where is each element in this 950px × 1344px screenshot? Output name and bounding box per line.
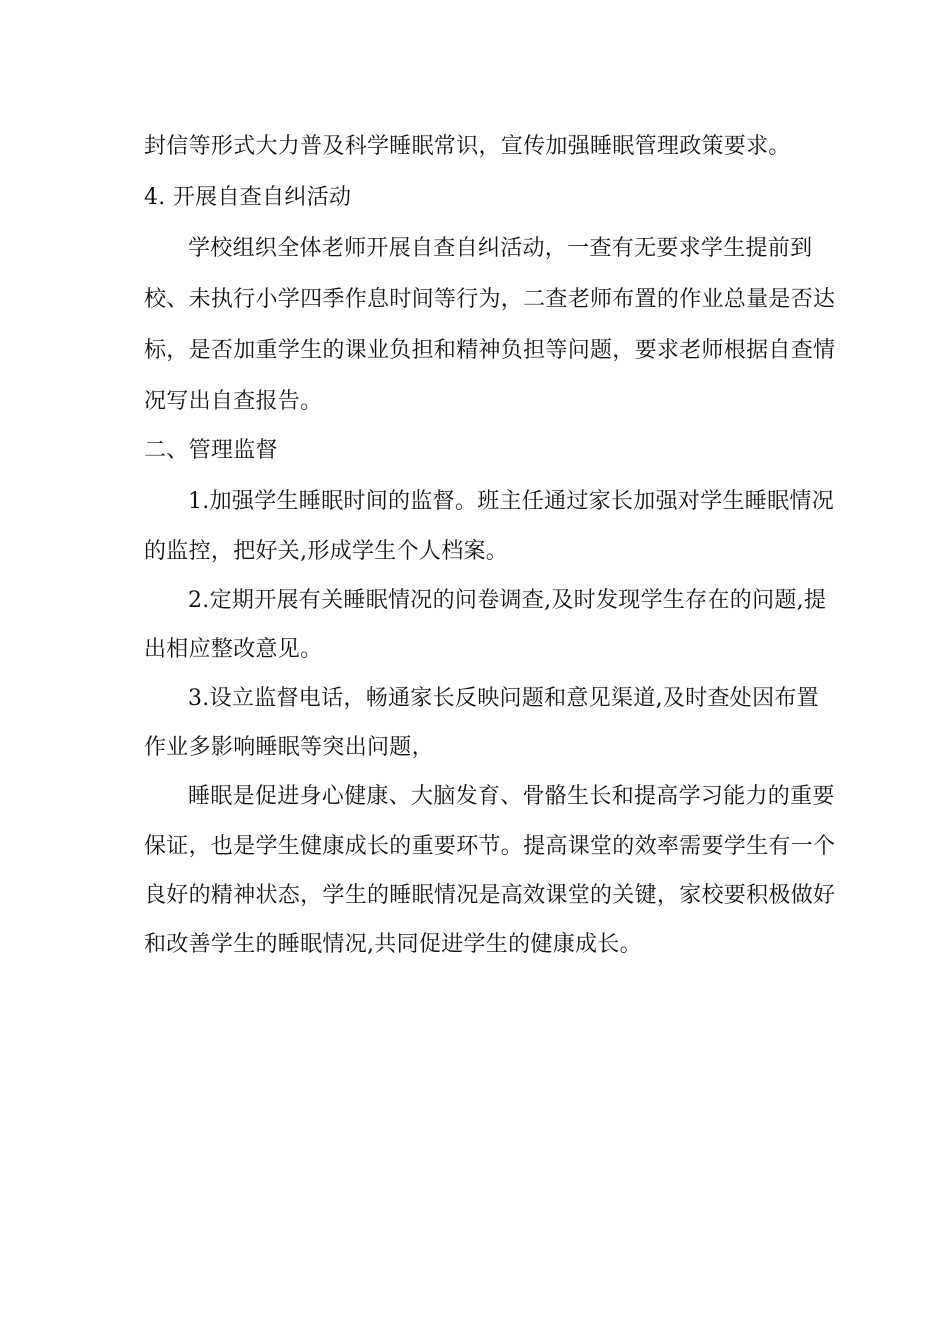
paragraph-line: 良好的精神状态，学生的睡眠情况是高效课堂的关键，家校要积极做好 xyxy=(144,883,836,908)
paragraph-line: 3.设立监督电话，畅通家长反映问题和意见渠道,及时查处因布置 xyxy=(188,686,819,711)
paragraph-line: 睡眠是促进身心健康、大脑发育、骨骼生长和提高学习能力的重要 xyxy=(188,784,835,809)
section-heading: 4. 开展自查自纠活动 xyxy=(144,185,352,210)
paragraph-line: 封信等形式大力普及科学睡眠常识，宣传加强睡眠管理政策要求。 xyxy=(144,134,791,159)
paragraph-line: 和改善学生的睡眠情况,共同促进学生的健康成长。 xyxy=(144,932,642,957)
paragraph-line: 标，是否加重学生的课业负担和精神负担等问题，要求老师根据自查情 xyxy=(144,338,836,363)
paragraph-line: 学校组织全体老师开展自查自纠活动，一查有无要求学生提前到 xyxy=(188,236,813,261)
paragraph-line: 1.加强学生睡眠时间的监督。班主任通过家长加强对学生睡眠情况 xyxy=(188,489,834,514)
paragraph-line: 校、未执行小学四季作息时间等行为，二查老师布置的作业总量是否达 xyxy=(144,287,836,312)
paragraph-line: 的监控，把好关,形成学生个人档案。 xyxy=(144,539,509,564)
paragraph-line: 作业多影响睡眠等突出问题， xyxy=(144,735,434,760)
paragraph-line: 况写出自查报告。 xyxy=(144,389,323,414)
paragraph-line: 出相应整改意见。 xyxy=(144,637,323,662)
section-heading: 二、管理监督 xyxy=(144,438,278,463)
paragraph-line: 2.定期开展有关睡眠情况的问卷调查,及时发现学生存在的问题,提 xyxy=(188,588,827,613)
paragraph-line: 保证，也是学生健康成长的重要环节。提高课堂的效率需要学生有一个 xyxy=(144,834,836,859)
